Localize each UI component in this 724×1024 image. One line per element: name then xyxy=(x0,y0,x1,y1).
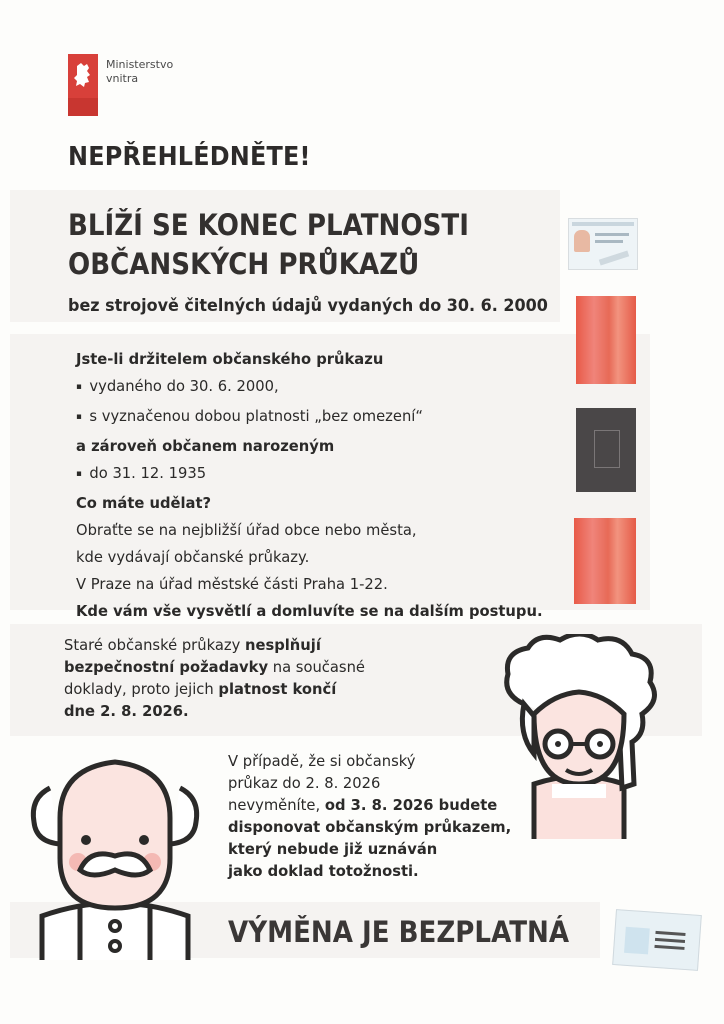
main-title-line2: OBČANSKÝCH PRŮKAZŮ xyxy=(68,247,420,281)
notice-text: Staré občanské průkazy xyxy=(64,636,245,654)
criteria-item: ▪ s vyznačenou dobou platnosti „bez omezení“ xyxy=(76,403,543,433)
eligibility-info xyxy=(76,346,543,625)
notice-text-bold: platnost končí xyxy=(218,680,337,698)
consequence-text: V případě, že si občanský xyxy=(228,752,416,770)
consequence-text: průkaz do 2. 8. 2026 xyxy=(228,774,381,792)
consequence-text-bold: který nebude již uznáván xyxy=(228,840,438,858)
lion-emblem-icon xyxy=(68,54,98,116)
ministry-logo xyxy=(68,54,98,116)
action-text: Obraťte se na nejbližší úřad obce nebo města, xyxy=(76,521,417,539)
main-title xyxy=(68,206,469,284)
subtitle: bez strojově čitelných údajů vydaných do 30. 6. 2000 xyxy=(68,296,548,316)
consequence-text: nevyměníte, xyxy=(228,796,325,814)
old-id-card-image-1 xyxy=(576,296,636,384)
security-notice xyxy=(64,634,365,722)
consequence-text-bold: jako doklad totožnosti. xyxy=(228,862,419,880)
grandmother-illustration xyxy=(494,634,664,840)
notice-expiry-date: dne 2. 8. 2026. xyxy=(64,702,189,720)
new-id-card-image xyxy=(568,218,638,270)
action-text-bold: Kde vám vše vysvětlí a domluvíte se na dalším postupu. xyxy=(76,602,543,620)
main-title-line1: BLÍŽÍ SE KONEC PLATNOSTI xyxy=(68,208,469,242)
old-id-card-image-2 xyxy=(576,408,636,492)
criteria-item: ▪ do 31. 12. 1935 xyxy=(76,460,543,490)
action-text: kde vydávají občanské průkazy. xyxy=(76,548,310,566)
notice-text: na současné xyxy=(268,658,365,676)
consequence-text-bold: od 3. 8. 2026 budete xyxy=(324,796,498,814)
notice-text: doklady, proto jejich xyxy=(64,680,219,698)
new-id-card-footer-image xyxy=(612,909,702,971)
warning-headline: NEPŘEHLÉDNĚTE! xyxy=(68,142,311,172)
action-text: V Praze na úřad městské části Praha 1-22. xyxy=(76,575,388,593)
ministry-name xyxy=(106,58,173,86)
free-exchange-banner: VÝMĚNA JE BEZPLATNÁ xyxy=(228,915,570,949)
action-question: Co máte udělat? xyxy=(76,494,212,512)
consequence-text-bold: disponovat občanským průkazem, xyxy=(228,818,512,836)
criteria-item: ▪ vydaného do 30. 6. 2000, xyxy=(76,373,543,403)
consequence-notice xyxy=(228,750,511,882)
eligibility-condition: a zároveň občanem narozeným xyxy=(76,437,335,455)
notice-text-bold: bezpečnostní požadavky xyxy=(64,658,269,676)
ministry-name-line2: vnitra xyxy=(106,72,139,85)
eligibility-question: Jste-li držitelem občanského průkazu xyxy=(76,350,384,368)
notice-text-bold: nesplňují xyxy=(244,636,321,654)
ministry-name-line1: Ministerstvo xyxy=(106,58,174,71)
old-id-card-image-3 xyxy=(574,518,636,604)
grandfather-illustration xyxy=(20,748,210,960)
